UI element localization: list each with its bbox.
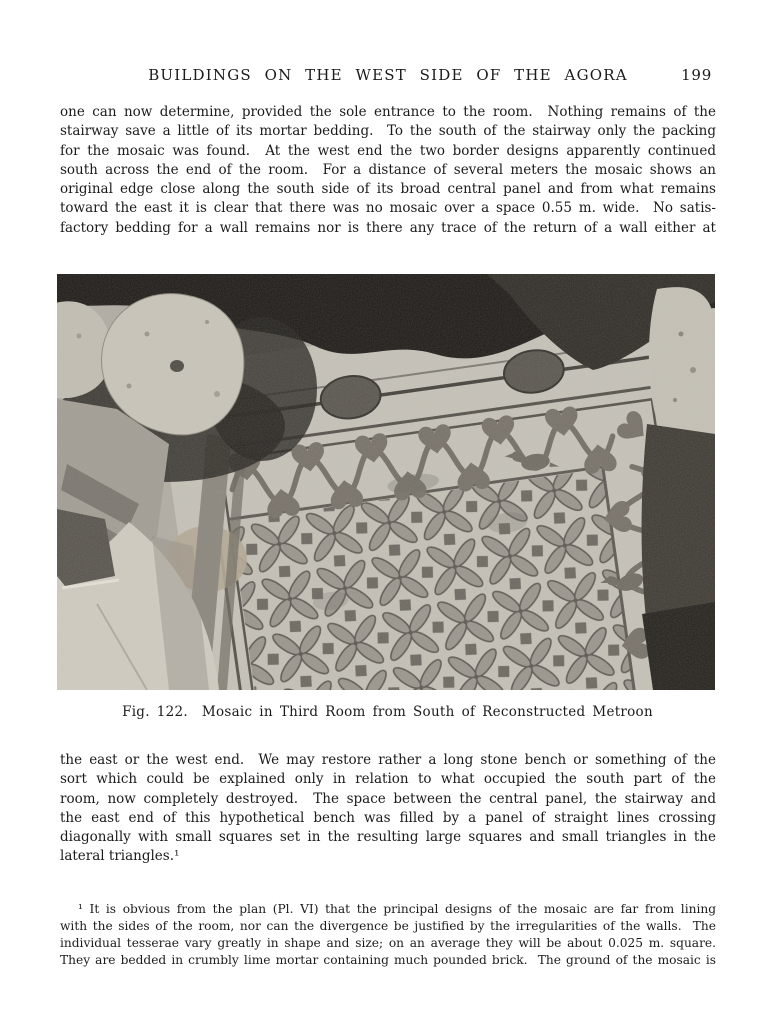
figure-photo [57, 274, 715, 690]
footnote [60, 901, 716, 969]
text-line: toward the east it is clear that there was no mosaic over a space 0.55 m. wide. No satis- [60, 200, 716, 217]
text-line: diagonally with small squares set in the resulting large squares and small triangles in the [60, 829, 716, 846]
text-line: sort which could be explained only in relation to what occupied the south part of the [60, 771, 716, 788]
text-line: original edge close along the south side of its broad central panel and from what remains [60, 181, 716, 198]
mosaic-photograph [57, 274, 715, 690]
footnote-line: They are bedded in crumbly lime mortar containing much pounded brick. The ground of the mosaic is [60, 952, 716, 967]
footnote-line: with the sides of the room, nor can the divergence be justified by the irregularities of the walls. The [60, 918, 716, 933]
text-line: for the mosaic was found. At the west end the two border designs apparently continued [60, 142, 716, 159]
footnote-line: ¹ It is obvious from the plan (Pl. VI) that the principal designs of the mosaic are far from lining [78, 902, 716, 916]
text-line: south across the end of the room. For a distance of several meters the mosaic shows an [60, 161, 716, 178]
text-line: the east end of this hypothetical bench was filled by a panel of straight lines crossing [60, 809, 716, 826]
text-line: one can now determine, provided the sole entrance to the room. Nothing remains of the [60, 104, 716, 120]
paragraph-2 [60, 751, 716, 867]
page-title: BUILDINGS ON THE WEST SIDE OF THE AGORA [148, 66, 628, 84]
text-line: stairway save a little of its mortar bedding. To the south of the stairway only the packing [60, 123, 716, 140]
figure-caption: Fig. 122. Mosaic in Third Room from South of Reconstructed Metroon [122, 704, 653, 720]
paragraph-1 [60, 103, 716, 238]
running-head [60, 66, 716, 84]
text-line: lateral triangles.¹ [60, 848, 180, 865]
footnote-line: individual tesserae vary greatly in shape and size; on an average they will be about 0.025 m. square. [60, 935, 716, 950]
text-line: the east or the west end. We may restore rather a long stone bench or something of the [60, 752, 716, 768]
text-line: factory bedding for a wall remains nor is there any trace of the return of a wall either at [60, 219, 716, 236]
text-line: room, now completely destroyed. The space between the central panel, the stairway and [60, 790, 716, 807]
page-number: 199 [681, 66, 712, 84]
film-grain [57, 274, 715, 690]
